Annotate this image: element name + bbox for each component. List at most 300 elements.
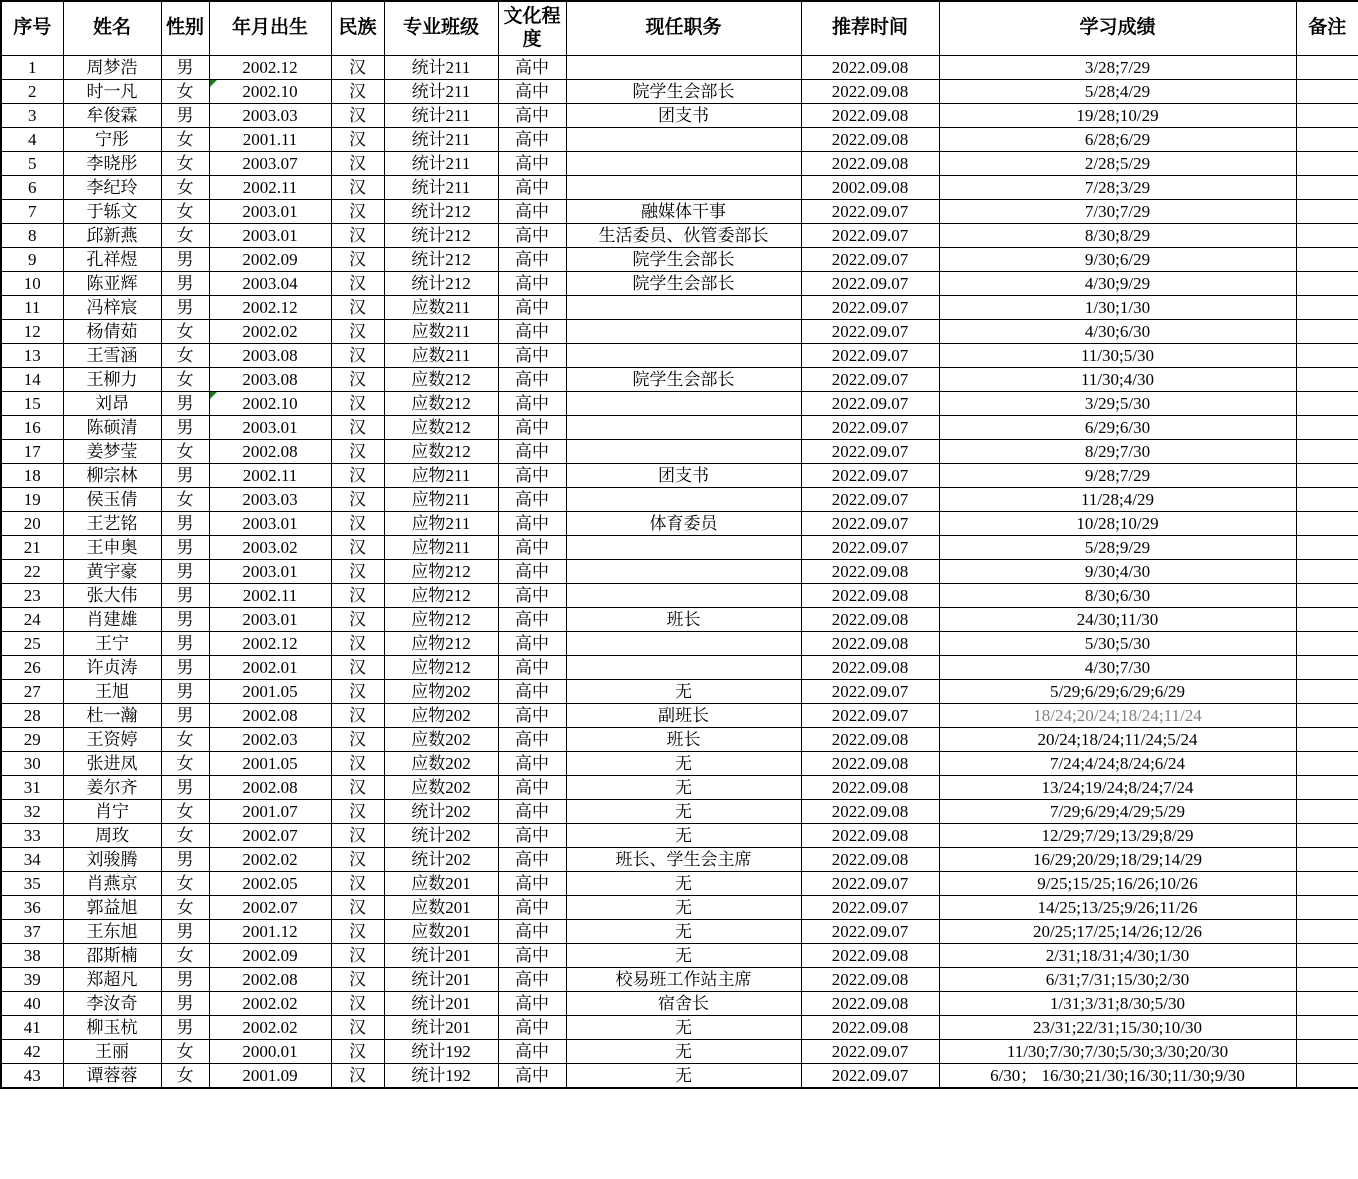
cell-education[interactable]: 高中 bbox=[498, 656, 566, 680]
cell-scores[interactable]: 11/28;4/29 bbox=[939, 488, 1296, 512]
cell-name[interactable]: 王申奥 bbox=[63, 536, 161, 560]
cell-education[interactable]: 高中 bbox=[498, 896, 566, 920]
cell-index[interactable]: 34 bbox=[1, 848, 63, 872]
cell-index[interactable]: 27 bbox=[1, 680, 63, 704]
cell-remark[interactable] bbox=[1296, 968, 1358, 992]
header-birth[interactable]: 年月出生 bbox=[209, 1, 331, 56]
cell-remark[interactable] bbox=[1296, 704, 1358, 728]
cell-ethnicity[interactable]: 汉 bbox=[331, 920, 384, 944]
cell-position[interactable]: 无 bbox=[566, 896, 801, 920]
cell-index[interactable]: 2 bbox=[1, 80, 63, 104]
cell-education[interactable]: 高中 bbox=[498, 752, 566, 776]
cell-education[interactable]: 高中 bbox=[498, 320, 566, 344]
cell-gender[interactable]: 男 bbox=[161, 536, 209, 560]
cell-rec_date[interactable]: 2022.09.07 bbox=[801, 680, 939, 704]
cell-gender[interactable]: 女 bbox=[161, 944, 209, 968]
cell-class[interactable]: 应数201 bbox=[384, 896, 498, 920]
cell-class[interactable]: 应数202 bbox=[384, 776, 498, 800]
cell-remark[interactable] bbox=[1296, 248, 1358, 272]
header-class[interactable]: 专业班级 bbox=[384, 1, 498, 56]
cell-name[interactable]: 王东旭 bbox=[63, 920, 161, 944]
cell-index[interactable]: 40 bbox=[1, 992, 63, 1016]
cell-rec_date[interactable]: 2022.09.08 bbox=[801, 824, 939, 848]
cell-scores[interactable]: 4/30;7/30 bbox=[939, 656, 1296, 680]
cell-ethnicity[interactable]: 汉 bbox=[331, 704, 384, 728]
cell-remark[interactable] bbox=[1296, 752, 1358, 776]
cell-class[interactable]: 统计201 bbox=[384, 944, 498, 968]
cell-class[interactable]: 统计211 bbox=[384, 152, 498, 176]
cell-ethnicity[interactable]: 汉 bbox=[331, 800, 384, 824]
cell-gender[interactable]: 男 bbox=[161, 920, 209, 944]
cell-gender[interactable]: 男 bbox=[161, 584, 209, 608]
cell-rec_date[interactable]: 2022.09.08 bbox=[801, 1016, 939, 1040]
cell-scores[interactable]: 18/24;20/24;18/24;11/24 bbox=[939, 704, 1296, 728]
cell-birth[interactable]: 2002.11 bbox=[209, 584, 331, 608]
cell-rec_date[interactable]: 2022.09.08 bbox=[801, 104, 939, 128]
cell-name[interactable]: 周玫 bbox=[63, 824, 161, 848]
cell-name[interactable]: 张进凤 bbox=[63, 752, 161, 776]
cell-rec_date[interactable]: 2022.09.07 bbox=[801, 512, 939, 536]
cell-name[interactable]: 郭益旭 bbox=[63, 896, 161, 920]
cell-class[interactable]: 统计212 bbox=[384, 248, 498, 272]
cell-education[interactable]: 高中 bbox=[498, 992, 566, 1016]
cell-name[interactable]: 王艺铭 bbox=[63, 512, 161, 536]
cell-remark[interactable] bbox=[1296, 824, 1358, 848]
cell-remark[interactable] bbox=[1296, 224, 1358, 248]
cell-scores[interactable]: 11/30;4/30 bbox=[939, 368, 1296, 392]
cell-index[interactable]: 4 bbox=[1, 128, 63, 152]
cell-rec_date[interactable]: 2022.09.07 bbox=[801, 368, 939, 392]
header-scores[interactable]: 学习成绩 bbox=[939, 1, 1296, 56]
cell-education[interactable]: 高中 bbox=[498, 584, 566, 608]
cell-birth[interactable]: 2003.04 bbox=[209, 272, 331, 296]
cell-gender[interactable]: 男 bbox=[161, 56, 209, 80]
cell-position[interactable]: 团支书 bbox=[566, 464, 801, 488]
cell-index[interactable]: 19 bbox=[1, 488, 63, 512]
cell-education[interactable]: 高中 bbox=[498, 824, 566, 848]
cell-education[interactable]: 高中 bbox=[498, 344, 566, 368]
cell-position[interactable] bbox=[566, 296, 801, 320]
cell-position[interactable]: 团支书 bbox=[566, 104, 801, 128]
cell-birth[interactable]: 2001.05 bbox=[209, 680, 331, 704]
cell-ethnicity[interactable]: 汉 bbox=[331, 728, 384, 752]
cell-rec_date[interactable]: 2022.09.07 bbox=[801, 440, 939, 464]
cell-birth[interactable]: 2002.02 bbox=[209, 320, 331, 344]
cell-position[interactable]: 无 bbox=[566, 872, 801, 896]
cell-remark[interactable] bbox=[1296, 200, 1358, 224]
cell-name[interactable]: 杜一瀚 bbox=[63, 704, 161, 728]
cell-name[interactable]: 于轹文 bbox=[63, 200, 161, 224]
cell-gender[interactable]: 女 bbox=[161, 896, 209, 920]
cell-remark[interactable] bbox=[1296, 152, 1358, 176]
cell-position[interactable]: 无 bbox=[566, 944, 801, 968]
cell-index[interactable]: 7 bbox=[1, 200, 63, 224]
cell-position[interactable]: 院学生会部长 bbox=[566, 368, 801, 392]
cell-remark[interactable] bbox=[1296, 992, 1358, 1016]
cell-education[interactable]: 高中 bbox=[498, 248, 566, 272]
cell-gender[interactable]: 女 bbox=[161, 80, 209, 104]
cell-position[interactable] bbox=[566, 488, 801, 512]
cell-education[interactable]: 高中 bbox=[498, 464, 566, 488]
cell-position[interactable] bbox=[566, 584, 801, 608]
cell-class[interactable]: 应数201 bbox=[384, 920, 498, 944]
cell-class[interactable]: 应数212 bbox=[384, 392, 498, 416]
cell-remark[interactable] bbox=[1296, 104, 1358, 128]
cell-birth[interactable]: 2001.05 bbox=[209, 752, 331, 776]
cell-index[interactable]: 28 bbox=[1, 704, 63, 728]
cell-class[interactable]: 统计212 bbox=[384, 224, 498, 248]
cell-scores[interactable]: 1/30;1/30 bbox=[939, 296, 1296, 320]
cell-index[interactable]: 26 bbox=[1, 656, 63, 680]
header-ethnicity[interactable]: 民族 bbox=[331, 1, 384, 56]
cell-rec_date[interactable]: 2022.09.07 bbox=[801, 920, 939, 944]
cell-ethnicity[interactable]: 汉 bbox=[331, 416, 384, 440]
cell-name[interactable]: 刘骏腾 bbox=[63, 848, 161, 872]
cell-scores[interactable]: 19/28;10/29 bbox=[939, 104, 1296, 128]
cell-remark[interactable] bbox=[1296, 488, 1358, 512]
cell-name[interactable]: 宁彤 bbox=[63, 128, 161, 152]
cell-name[interactable]: 李汝奇 bbox=[63, 992, 161, 1016]
cell-gender[interactable]: 男 bbox=[161, 608, 209, 632]
cell-gender[interactable]: 女 bbox=[161, 224, 209, 248]
cell-class[interactable]: 应物211 bbox=[384, 536, 498, 560]
cell-gender[interactable]: 男 bbox=[161, 512, 209, 536]
cell-education[interactable]: 高中 bbox=[498, 392, 566, 416]
cell-index[interactable]: 15 bbox=[1, 392, 63, 416]
cell-name[interactable]: 周梦浩 bbox=[63, 56, 161, 80]
cell-name[interactable]: 陈硕清 bbox=[63, 416, 161, 440]
cell-index[interactable]: 36 bbox=[1, 896, 63, 920]
cell-position[interactable]: 院学生会部长 bbox=[566, 272, 801, 296]
cell-scores[interactable]: 5/29;6/29;6/29;6/29 bbox=[939, 680, 1296, 704]
cell-rec_date[interactable]: 2022.09.07 bbox=[801, 488, 939, 512]
cell-name[interactable]: 柳玉杭 bbox=[63, 1016, 161, 1040]
cell-position[interactable]: 无 bbox=[566, 920, 801, 944]
cell-gender[interactable]: 女 bbox=[161, 128, 209, 152]
cell-index[interactable]: 18 bbox=[1, 464, 63, 488]
cell-education[interactable]: 高中 bbox=[498, 104, 566, 128]
cell-birth[interactable]: 2002.10 bbox=[209, 392, 331, 416]
cell-scores[interactable]: 7/24;4/24;8/24;6/24 bbox=[939, 752, 1296, 776]
cell-gender[interactable]: 男 bbox=[161, 392, 209, 416]
cell-name[interactable]: 张大伟 bbox=[63, 584, 161, 608]
cell-index[interactable]: 41 bbox=[1, 1016, 63, 1040]
cell-position[interactable]: 院学生会部长 bbox=[566, 248, 801, 272]
cell-position[interactable] bbox=[566, 320, 801, 344]
cell-class[interactable]: 应数202 bbox=[384, 752, 498, 776]
cell-gender[interactable]: 男 bbox=[161, 680, 209, 704]
cell-birth[interactable]: 2003.01 bbox=[209, 224, 331, 248]
cell-birth[interactable]: 2002.03 bbox=[209, 728, 331, 752]
cell-birth[interactable]: 2003.01 bbox=[209, 560, 331, 584]
cell-education[interactable]: 高中 bbox=[498, 176, 566, 200]
cell-index[interactable]: 25 bbox=[1, 632, 63, 656]
cell-gender[interactable]: 男 bbox=[161, 848, 209, 872]
cell-position[interactable]: 无 bbox=[566, 800, 801, 824]
cell-ethnicity[interactable]: 汉 bbox=[331, 656, 384, 680]
cell-gender[interactable]: 女 bbox=[161, 800, 209, 824]
cell-position[interactable] bbox=[566, 392, 801, 416]
cell-remark[interactable] bbox=[1296, 344, 1358, 368]
cell-position[interactable] bbox=[566, 632, 801, 656]
cell-index[interactable]: 17 bbox=[1, 440, 63, 464]
cell-scores[interactable]: 9/30;6/29 bbox=[939, 248, 1296, 272]
cell-scores[interactable]: 9/30;4/30 bbox=[939, 560, 1296, 584]
cell-remark[interactable] bbox=[1296, 464, 1358, 488]
cell-gender[interactable]: 男 bbox=[161, 992, 209, 1016]
cell-ethnicity[interactable]: 汉 bbox=[331, 1016, 384, 1040]
cell-gender[interactable]: 女 bbox=[161, 488, 209, 512]
cell-gender[interactable]: 男 bbox=[161, 296, 209, 320]
cell-remark[interactable] bbox=[1296, 872, 1358, 896]
cell-rec_date[interactable]: 2022.09.07 bbox=[801, 1064, 939, 1089]
cell-rec_date[interactable]: 2022.09.08 bbox=[801, 80, 939, 104]
cell-name[interactable]: 陈亚辉 bbox=[63, 272, 161, 296]
cell-remark[interactable] bbox=[1296, 80, 1358, 104]
cell-birth[interactable]: 2002.11 bbox=[209, 176, 331, 200]
cell-remark[interactable] bbox=[1296, 1016, 1358, 1040]
cell-education[interactable]: 高中 bbox=[498, 128, 566, 152]
cell-rec_date[interactable]: 2022.09.07 bbox=[801, 464, 939, 488]
cell-index[interactable]: 9 bbox=[1, 248, 63, 272]
cell-rec_date[interactable]: 2022.09.07 bbox=[801, 896, 939, 920]
cell-scores[interactable]: 6/29;6/30 bbox=[939, 416, 1296, 440]
cell-rec_date[interactable]: 2002.09.08 bbox=[801, 176, 939, 200]
cell-name[interactable]: 王旭 bbox=[63, 680, 161, 704]
cell-ethnicity[interactable]: 汉 bbox=[331, 104, 384, 128]
cell-rec_date[interactable]: 2022.09.07 bbox=[801, 416, 939, 440]
cell-index[interactable]: 24 bbox=[1, 608, 63, 632]
cell-class[interactable]: 统计192 bbox=[384, 1064, 498, 1089]
cell-remark[interactable] bbox=[1296, 560, 1358, 584]
cell-rec_date[interactable]: 2022.09.07 bbox=[801, 272, 939, 296]
cell-index[interactable]: 39 bbox=[1, 968, 63, 992]
cell-birth[interactable]: 2002.01 bbox=[209, 656, 331, 680]
cell-rec_date[interactable]: 2022.09.08 bbox=[801, 656, 939, 680]
cell-birth[interactable]: 2002.08 bbox=[209, 776, 331, 800]
cell-gender[interactable]: 女 bbox=[161, 1040, 209, 1064]
cell-scores[interactable]: 8/29;7/30 bbox=[939, 440, 1296, 464]
cell-ethnicity[interactable]: 汉 bbox=[331, 512, 384, 536]
cell-birth[interactable]: 2002.08 bbox=[209, 968, 331, 992]
cell-rec_date[interactable]: 2022.09.08 bbox=[801, 608, 939, 632]
cell-name[interactable]: 牟俊霖 bbox=[63, 104, 161, 128]
cell-birth[interactable]: 2001.12 bbox=[209, 920, 331, 944]
cell-gender[interactable]: 女 bbox=[161, 320, 209, 344]
cell-education[interactable]: 高中 bbox=[498, 1040, 566, 1064]
cell-rec_date[interactable]: 2022.09.08 bbox=[801, 800, 939, 824]
cell-gender[interactable]: 男 bbox=[161, 416, 209, 440]
cell-ethnicity[interactable]: 汉 bbox=[331, 296, 384, 320]
cell-class[interactable]: 统计202 bbox=[384, 800, 498, 824]
cell-scores[interactable]: 24/30;11/30 bbox=[939, 608, 1296, 632]
cell-education[interactable]: 高中 bbox=[498, 488, 566, 512]
cell-index[interactable]: 6 bbox=[1, 176, 63, 200]
cell-education[interactable]: 高中 bbox=[498, 728, 566, 752]
cell-birth[interactable]: 2001.11 bbox=[209, 128, 331, 152]
cell-remark[interactable] bbox=[1296, 368, 1358, 392]
cell-rec_date[interactable]: 2022.09.07 bbox=[801, 536, 939, 560]
cell-position[interactable] bbox=[566, 128, 801, 152]
cell-education[interactable]: 高中 bbox=[498, 920, 566, 944]
cell-education[interactable]: 高中 bbox=[498, 80, 566, 104]
cell-position[interactable]: 班长 bbox=[566, 728, 801, 752]
cell-position[interactable] bbox=[566, 440, 801, 464]
cell-ethnicity[interactable]: 汉 bbox=[331, 488, 384, 512]
cell-ethnicity[interactable]: 汉 bbox=[331, 560, 384, 584]
cell-index[interactable]: 31 bbox=[1, 776, 63, 800]
cell-name[interactable]: 邱新燕 bbox=[63, 224, 161, 248]
cell-name[interactable]: 肖燕京 bbox=[63, 872, 161, 896]
cell-remark[interactable] bbox=[1296, 608, 1358, 632]
cell-remark[interactable] bbox=[1296, 944, 1358, 968]
cell-ethnicity[interactable]: 汉 bbox=[331, 992, 384, 1016]
cell-name[interactable]: 冯梓宸 bbox=[63, 296, 161, 320]
cell-remark[interactable] bbox=[1296, 680, 1358, 704]
cell-gender[interactable]: 女 bbox=[161, 728, 209, 752]
cell-position[interactable]: 无 bbox=[566, 1040, 801, 1064]
cell-birth[interactable]: 2003.03 bbox=[209, 488, 331, 512]
cell-birth[interactable]: 2002.09 bbox=[209, 248, 331, 272]
cell-education[interactable]: 高中 bbox=[498, 1064, 566, 1089]
cell-class[interactable]: 统计201 bbox=[384, 968, 498, 992]
cell-birth[interactable]: 2002.02 bbox=[209, 992, 331, 1016]
cell-class[interactable]: 应数211 bbox=[384, 344, 498, 368]
cell-remark[interactable] bbox=[1296, 56, 1358, 80]
cell-index[interactable]: 3 bbox=[1, 104, 63, 128]
cell-birth[interactable]: 2002.10 bbox=[209, 80, 331, 104]
cell-class[interactable]: 统计202 bbox=[384, 848, 498, 872]
cell-position[interactable] bbox=[566, 176, 801, 200]
cell-education[interactable]: 高中 bbox=[498, 680, 566, 704]
cell-remark[interactable] bbox=[1296, 800, 1358, 824]
cell-scores[interactable]: 20/24;18/24;11/24;5/24 bbox=[939, 728, 1296, 752]
cell-position[interactable]: 体育委员 bbox=[566, 512, 801, 536]
cell-remark[interactable] bbox=[1296, 416, 1358, 440]
cell-remark[interactable] bbox=[1296, 1064, 1358, 1089]
cell-birth[interactable]: 2002.08 bbox=[209, 440, 331, 464]
cell-name[interactable]: 侯玉倩 bbox=[63, 488, 161, 512]
cell-ethnicity[interactable]: 汉 bbox=[331, 128, 384, 152]
cell-scores[interactable]: 10/28;10/29 bbox=[939, 512, 1296, 536]
cell-remark[interactable] bbox=[1296, 920, 1358, 944]
cell-gender[interactable]: 女 bbox=[161, 440, 209, 464]
cell-education[interactable]: 高中 bbox=[498, 944, 566, 968]
cell-rec_date[interactable]: 2022.09.08 bbox=[801, 728, 939, 752]
cell-gender[interactable]: 男 bbox=[161, 464, 209, 488]
header-rec_date[interactable]: 推荐时间 bbox=[801, 1, 939, 56]
cell-scores[interactable]: 1/31;3/31;8/30;5/30 bbox=[939, 992, 1296, 1016]
cell-gender[interactable]: 男 bbox=[161, 272, 209, 296]
cell-gender[interactable]: 女 bbox=[161, 824, 209, 848]
cell-position[interactable]: 无 bbox=[566, 752, 801, 776]
cell-name[interactable]: 时一凡 bbox=[63, 80, 161, 104]
cell-remark[interactable] bbox=[1296, 176, 1358, 200]
cell-name[interactable]: 孔祥煜 bbox=[63, 248, 161, 272]
cell-index[interactable]: 30 bbox=[1, 752, 63, 776]
cell-position[interactable] bbox=[566, 152, 801, 176]
cell-education[interactable]: 高中 bbox=[498, 704, 566, 728]
cell-birth[interactable]: 2002.11 bbox=[209, 464, 331, 488]
cell-scores[interactable]: 7/29;6/29;4/29;5/29 bbox=[939, 800, 1296, 824]
cell-scores[interactable]: 6/28;6/29 bbox=[939, 128, 1296, 152]
cell-class[interactable]: 应数202 bbox=[384, 728, 498, 752]
cell-scores[interactable]: 3/28;7/29 bbox=[939, 56, 1296, 80]
cell-position[interactable] bbox=[566, 656, 801, 680]
cell-ethnicity[interactable]: 汉 bbox=[331, 200, 384, 224]
cell-scores[interactable]: 3/29;5/30 bbox=[939, 392, 1296, 416]
cell-position[interactable]: 校易班工作站主席 bbox=[566, 968, 801, 992]
cell-index[interactable]: 22 bbox=[1, 560, 63, 584]
cell-ethnicity[interactable]: 汉 bbox=[331, 440, 384, 464]
cell-scores[interactable]: 2/28;5/29 bbox=[939, 152, 1296, 176]
cell-class[interactable]: 统计192 bbox=[384, 1040, 498, 1064]
cell-rec_date[interactable]: 2022.09.08 bbox=[801, 632, 939, 656]
cell-ethnicity[interactable]: 汉 bbox=[331, 272, 384, 296]
cell-ethnicity[interactable]: 汉 bbox=[331, 824, 384, 848]
cell-index[interactable]: 37 bbox=[1, 920, 63, 944]
cell-ethnicity[interactable]: 汉 bbox=[331, 464, 384, 488]
cell-index[interactable]: 16 bbox=[1, 416, 63, 440]
cell-class[interactable]: 统计211 bbox=[384, 176, 498, 200]
cell-ethnicity[interactable]: 汉 bbox=[331, 1064, 384, 1089]
cell-scores[interactable]: 16/29;20/29;18/29;14/29 bbox=[939, 848, 1296, 872]
cell-ethnicity[interactable]: 汉 bbox=[331, 944, 384, 968]
cell-rec_date[interactable]: 2022.09.08 bbox=[801, 56, 939, 80]
cell-education[interactable]: 高中 bbox=[498, 224, 566, 248]
cell-ethnicity[interactable]: 汉 bbox=[331, 608, 384, 632]
cell-gender[interactable]: 男 bbox=[161, 776, 209, 800]
cell-class[interactable]: 统计202 bbox=[384, 824, 498, 848]
cell-rec_date[interactable]: 2022.09.07 bbox=[801, 704, 939, 728]
cell-gender[interactable]: 男 bbox=[161, 968, 209, 992]
cell-scores[interactable]: 2/31;18/31;4/30;1/30 bbox=[939, 944, 1296, 968]
cell-rec_date[interactable]: 2022.09.07 bbox=[801, 320, 939, 344]
cell-scores[interactable]: 8/30;6/30 bbox=[939, 584, 1296, 608]
cell-class[interactable]: 应数212 bbox=[384, 416, 498, 440]
cell-index[interactable]: 10 bbox=[1, 272, 63, 296]
cell-birth[interactable]: 2003.03 bbox=[209, 104, 331, 128]
cell-name[interactable]: 杨倩茹 bbox=[63, 320, 161, 344]
cell-index[interactable]: 43 bbox=[1, 1064, 63, 1089]
cell-position[interactable]: 无 bbox=[566, 1064, 801, 1089]
cell-rec_date[interactable]: 2022.09.07 bbox=[801, 872, 939, 896]
cell-birth[interactable]: 2003.07 bbox=[209, 152, 331, 176]
cell-scores[interactable]: 5/28;9/29 bbox=[939, 536, 1296, 560]
cell-index[interactable]: 8 bbox=[1, 224, 63, 248]
cell-class[interactable]: 应数212 bbox=[384, 368, 498, 392]
cell-scores[interactable]: 4/30;6/30 bbox=[939, 320, 1296, 344]
cell-name[interactable]: 姜梦莹 bbox=[63, 440, 161, 464]
cell-education[interactable]: 高中 bbox=[498, 872, 566, 896]
cell-class[interactable]: 应数201 bbox=[384, 872, 498, 896]
cell-class[interactable]: 应物212 bbox=[384, 560, 498, 584]
header-position[interactable]: 现任职务 bbox=[566, 1, 801, 56]
cell-ethnicity[interactable]: 汉 bbox=[331, 968, 384, 992]
cell-name[interactable]: 刘昂 bbox=[63, 392, 161, 416]
cell-birth[interactable]: 2003.08 bbox=[209, 368, 331, 392]
cell-education[interactable]: 高中 bbox=[498, 152, 566, 176]
cell-education[interactable]: 高中 bbox=[498, 512, 566, 536]
cell-gender[interactable]: 女 bbox=[161, 344, 209, 368]
cell-scores[interactable]: 7/28;3/29 bbox=[939, 176, 1296, 200]
cell-rec_date[interactable]: 2022.09.08 bbox=[801, 584, 939, 608]
cell-birth[interactable]: 2002.12 bbox=[209, 296, 331, 320]
cell-index[interactable]: 29 bbox=[1, 728, 63, 752]
cell-ethnicity[interactable]: 汉 bbox=[331, 896, 384, 920]
cell-education[interactable]: 高中 bbox=[498, 608, 566, 632]
cell-name[interactable]: 王柳力 bbox=[63, 368, 161, 392]
